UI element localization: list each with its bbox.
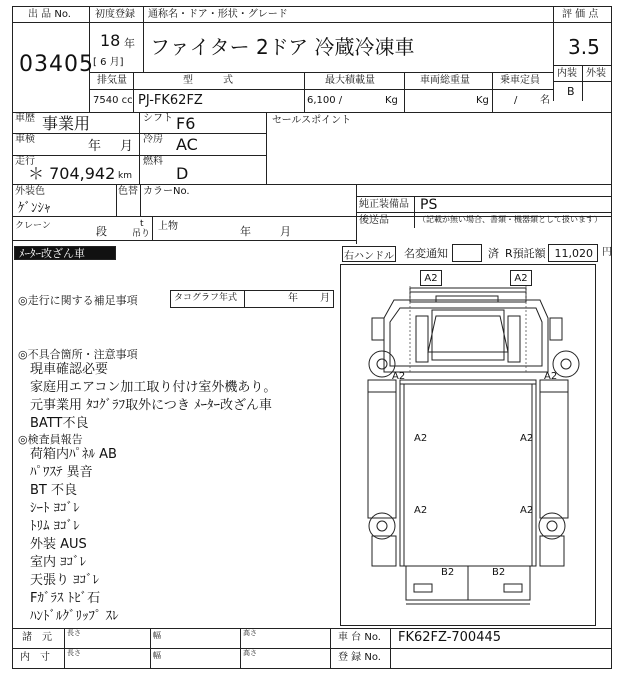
- model-label: 型 式: [183, 75, 233, 86]
- spec-top-rule: [89, 72, 553, 73]
- inner-width-label: 幅: [153, 651, 161, 660]
- inspection-label: 車検: [15, 134, 35, 145]
- damage-marker: A2: [520, 505, 534, 516]
- height-label: 高さ: [243, 629, 257, 637]
- body-month: 月: [280, 225, 291, 238]
- color-value: ｹﾞﾝｼｬ: [18, 201, 51, 216]
- inspector-heading: ◎検査員報告: [18, 433, 83, 446]
- spec-bottom-rule: [12, 112, 612, 113]
- recycle-amount-label: R預託額: [505, 247, 546, 260]
- inspection-month: 月: [120, 139, 134, 154]
- first-reg-label: 初度登録: [95, 9, 135, 20]
- equip-divider: [356, 184, 357, 244]
- usage-label: 車歴: [15, 113, 35, 124]
- exterior-label: 外装: [586, 68, 606, 79]
- equip-label-div: [414, 196, 415, 228]
- footer-div-4: [330, 628, 331, 669]
- displacement-label: 排気量: [97, 75, 127, 86]
- inner-length-label: 長さ: [67, 649, 81, 657]
- chassis-label: 車 台 No.: [338, 632, 381, 643]
- running-note-heading: ◎走行に関する補足事項: [18, 294, 138, 307]
- damage-marker: A2: [544, 371, 558, 382]
- fuel-value: D: [176, 164, 189, 183]
- mileage-label: 走行: [15, 156, 35, 167]
- crane-ton: t: [140, 219, 144, 229]
- width-label: 幅: [153, 631, 161, 640]
- inspector-item: ﾄﾘﾑ ﾖｺﾞﾚ: [30, 519, 80, 534]
- defects-heading: ◎不具合箇所・注意事項: [18, 348, 138, 361]
- mileage-value: ＊ 704,942: [28, 164, 116, 183]
- header-rule: [12, 22, 90, 23]
- hist-rule-1: [12, 133, 266, 134]
- color-div-2: [140, 184, 141, 216]
- capacity-value: /: [514, 95, 518, 106]
- max-load-label: 最大積載量: [325, 75, 375, 86]
- inspector-item: ｼｰﾄ ﾖｺﾞﾚ: [30, 501, 80, 516]
- recycle-amount: 11,020: [548, 244, 598, 262]
- ac-label: 冷房: [143, 134, 163, 145]
- recycle-done: 済: [488, 247, 499, 260]
- model-value: PJ-FK62FZ: [138, 93, 203, 108]
- displacement-value: 7540 cc: [93, 95, 133, 106]
- footer-rule-2: [12, 648, 612, 649]
- model-desc-label: 通称名・ドア・形状・グレード: [148, 9, 288, 20]
- hist-rule-2: [12, 155, 266, 156]
- lot-number: 03405: [19, 52, 94, 77]
- grade-divider: [553, 6, 554, 101]
- interior-label: 内装: [557, 68, 577, 79]
- equip-rule-1: [356, 196, 612, 197]
- spec-div-4: [492, 72, 493, 112]
- defect-item: 元事業用 ﾀｺｸﾞﾗﾌ取外につき ﾒｰﾀｰ改ざん車: [30, 398, 273, 413]
- crane-bottom: [12, 240, 356, 241]
- footer-div-5: [390, 628, 391, 669]
- damage-marker: A2: [520, 433, 534, 444]
- defect-item: BATT不良: [30, 416, 89, 431]
- tacho-label: タコグラフ年式: [174, 293, 238, 303]
- crane-label: クレーン: [15, 221, 51, 231]
- damage-marker: A2: [392, 371, 406, 382]
- evaluation-score: 3.5: [568, 35, 600, 59]
- inner-label: 内 寸: [20, 652, 50, 663]
- inspector-item: BT 不良: [30, 483, 77, 498]
- first-reg-year: 18: [100, 31, 121, 50]
- crane-lift: 吊り: [132, 229, 151, 239]
- gross-weight-unit: Kg: [476, 95, 489, 106]
- inspector-item: 天張り ﾖｺﾞﾚ: [30, 573, 100, 588]
- recycle-unit: 円: [602, 247, 612, 258]
- aftermarket-note: （記載が無い場合、書類・機器類として扱います）: [418, 215, 602, 224]
- name-change-box: [452, 244, 482, 262]
- tacho-month: 月: [320, 293, 330, 304]
- lot-label: 出 品 No.: [28, 9, 71, 20]
- interior-grade: B: [567, 85, 575, 98]
- mileage-unit: km: [118, 171, 132, 181]
- gross-weight-label: 車両総重量: [420, 75, 470, 86]
- inspector-item: Fｶﾞﾗｽ ﾄﾋﾞ石: [30, 591, 101, 606]
- damage-marker: B2: [441, 567, 455, 578]
- spec-div-3: [404, 72, 405, 112]
- first-reg-divider: [143, 6, 144, 72]
- inspector-item: ﾊﾝﾄﾞﾙｸﾞﾘｯﾌﾟ ｽﾚ: [30, 609, 119, 624]
- fuel-label: 燃料: [143, 156, 163, 167]
- hist-rule-3: [12, 184, 612, 185]
- inspector-item: 荷箱内ﾊﾟﾈﾙ AB: [30, 447, 117, 462]
- footer-div-2: [150, 628, 151, 669]
- equipment-label: 純正装備品: [359, 199, 409, 210]
- crane-stage: 段: [96, 225, 107, 238]
- max-load-unit: Kg: [385, 95, 398, 106]
- capacity-label: 乗車定員: [500, 75, 540, 86]
- crane-div: [152, 216, 153, 240]
- sales-divider: [266, 112, 267, 184]
- spec-div-2: [304, 72, 305, 112]
- equipment-value: PS: [420, 197, 438, 213]
- inspector-item: ﾊﾟﾜｽﾃ 異音: [30, 465, 93, 480]
- damage-marker: A2: [414, 505, 428, 516]
- spec-mid-rule: [89, 89, 553, 90]
- color-div-1: [116, 184, 117, 216]
- dims-label: 諸 元: [22, 632, 52, 643]
- usage-value: 事業用: [42, 114, 91, 133]
- grade-rule: [553, 22, 612, 23]
- ac-value: AC: [176, 135, 198, 154]
- inner-height-label: 高さ: [243, 649, 257, 657]
- capacity-unit: 名: [540, 95, 550, 106]
- sales-point-label: セールスポイント: [272, 115, 352, 126]
- steering-tag: 右ハンドル: [342, 246, 396, 262]
- color-code-label: カラーNo.: [143, 186, 190, 197]
- history-divider: [139, 112, 140, 184]
- damage-marker: B2: [492, 567, 506, 578]
- tacho-year: 年: [288, 293, 298, 304]
- damage-marker: A2: [420, 270, 442, 286]
- registration-label: 登 録 No.: [338, 652, 381, 663]
- inspector-item: 室内 ﾖｺﾞﾚ: [30, 555, 87, 570]
- color-change-label: 色替: [118, 186, 138, 197]
- aftermarket-label: 後送品: [359, 215, 389, 226]
- first-reg-year-unit: 年: [124, 37, 135, 50]
- color-label: 外装色: [15, 186, 45, 197]
- vehicle-name: ファイター 2ドア 冷蔵冷凍車: [150, 35, 415, 59]
- shift-value: F6: [176, 114, 196, 133]
- name-change-label: 名変通知: [404, 247, 448, 260]
- damage-marker: A2: [510, 270, 532, 286]
- inspection-year: 年: [88, 139, 102, 154]
- body-label: 上物: [158, 221, 178, 232]
- footer-div-1: [64, 628, 65, 669]
- equip-rule-2: [356, 212, 612, 213]
- length-label: 長さ: [67, 629, 81, 637]
- spec-div-1: [133, 72, 134, 112]
- defect-item: 家庭用エアコン加工取り付け室外機あり。: [30, 380, 277, 395]
- first-reg-month: [ 6 月]: [93, 57, 124, 68]
- body-year: 年: [240, 225, 251, 238]
- defect-item: 現車確認必要: [30, 362, 109, 377]
- tacho-div: [244, 290, 245, 308]
- footer-div-3: [240, 628, 241, 669]
- chassis-number: FK62FZ-700445: [398, 630, 502, 645]
- first-reg-rule: [89, 22, 553, 23]
- meter-tampered-badge: ﾒｰﾀｰ改ざん車: [14, 246, 116, 260]
- shift-label: シフト: [143, 113, 173, 124]
- damage-marker: A2: [414, 433, 428, 444]
- int-ext-divider: [582, 65, 583, 101]
- inspector-item: 外装 AUS: [30, 537, 87, 552]
- grade-label: 評 価 点: [562, 9, 599, 20]
- footer-rule-1: [12, 628, 612, 629]
- damage-diagram-frame: [340, 264, 596, 626]
- max-load-value: 6,100 /: [307, 95, 343, 106]
